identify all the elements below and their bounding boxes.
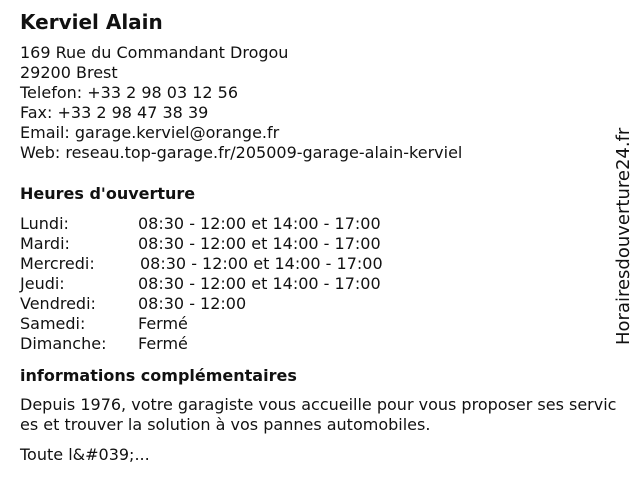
hours-day: Jeudi: — [20, 274, 65, 293]
hours-day: Lundi: — [20, 214, 69, 233]
hours-day: Mercredi: — [20, 254, 95, 273]
hours-row-jeudi — [20, 274, 620, 294]
hours-heading: Heures d'ouverture — [20, 184, 196, 203]
hours-row-vendredi — [20, 294, 620, 314]
hours-row-dimanche — [20, 334, 620, 354]
hours-day: Vendredi: — [20, 294, 96, 313]
hours-time: 08:30 - 12:00 et 14:00 - 17:00 — [138, 234, 381, 253]
hours-day: Samedi: — [20, 314, 86, 333]
email-line: Email: garage.kerviel@orange.fr — [20, 123, 280, 142]
hours-time: Fermé — [138, 334, 188, 353]
hours-time: 08:30 - 12:00 — [138, 294, 247, 313]
info-paragraph: Depuis 1976, votre garagiste vous accueille pour vous proposer ses services et trouver la solution à vos pannes automobiles. — [20, 395, 617, 434]
business-info — [20, 10, 620, 465]
hours-time: Fermé — [138, 314, 188, 333]
hours-row-mercredi — [20, 254, 620, 274]
watermark-text: Horairesdouverture24.fr — [613, 127, 634, 345]
hours-time: 08:30 - 12:00 et 14:00 - 17:00 — [138, 274, 381, 293]
postal-city: 29200 Brest — [20, 63, 118, 82]
hours-time: 08:30 - 12:00 et 14:00 - 17:00 — [140, 254, 383, 273]
hours-row-mardi — [20, 234, 620, 254]
hours-day: Dimanche: — [20, 334, 107, 353]
fax-line: Fax: +33 2 98 47 38 39 — [20, 103, 209, 122]
hours-day: Mardi: — [20, 234, 70, 253]
info-heading: informations complémentaires — [20, 366, 297, 385]
hours-row-samedi — [20, 314, 620, 334]
business-name: Kerviel Alain — [20, 10, 163, 34]
web-line: Web: reseau.top-garage.fr/205009-garage-alain-kerviel — [20, 143, 463, 162]
info-more-text: Toute l&#039;... — [20, 445, 150, 464]
watermark — [613, 127, 634, 345]
phone-line: Telefon: +33 2 98 03 12 56 — [20, 83, 239, 102]
hours-row-lundi — [20, 214, 620, 234]
address-line: 169 Rue du Commandant Drogou — [20, 43, 289, 62]
hours-time: 08:30 - 12:00 et 14:00 - 17:00 — [138, 214, 381, 233]
